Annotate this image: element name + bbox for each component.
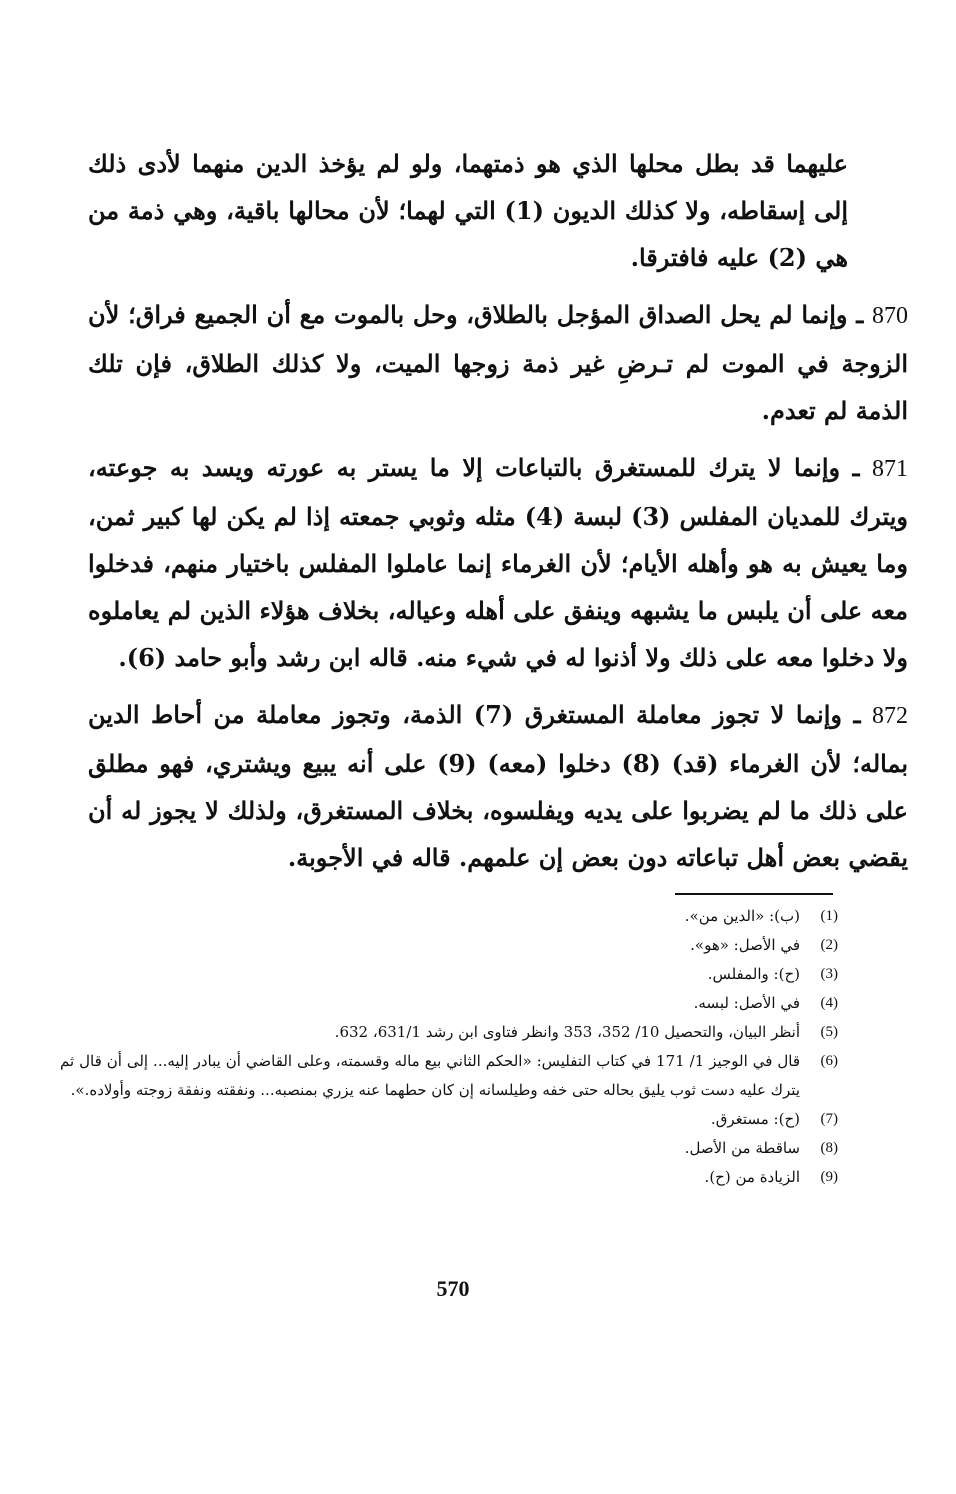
footnote-3 xyxy=(60,960,838,989)
footnote-text: في الأصل: «هو». xyxy=(690,936,800,954)
footnote-marker: (7) xyxy=(820,1111,838,1127)
footnote-6 xyxy=(60,1047,838,1105)
footnote-text: أنظر البيان، والتحصيل 10/ 352، 353 وانظر فتاوى ابن رشد 631/1، 632. xyxy=(334,1023,800,1041)
paragraph-871 xyxy=(88,444,908,681)
main-text xyxy=(88,140,909,891)
footnote-text: الزيادة من (ح). xyxy=(704,1168,800,1186)
footnote-marker: (5) xyxy=(820,1024,838,1040)
footnote-text: في الأصل: لبسه. xyxy=(693,994,800,1012)
paragraph-text: ـ وإنما لا تجوز معاملة المستغرق (7) الذمة، وتجوز معاملة من أحاط الدين بماله؛ لأن الغرماء (قد) (8) دخلوا (معه) (9) على أنه يبيع ويشتري، فهو مطلق على ذلك ما لم يضربوا على يديه ويفلسوه، بخلاف المستغرق، ولذلك لا يجوز له أن يقضي بعض أهل تباعاته دون بعض إن علمهم. قاله في الأجوبة. xyxy=(88,700,908,872)
footnotes xyxy=(60,902,838,1192)
footnote-marker: (8) xyxy=(820,1140,838,1156)
footnote-1 xyxy=(60,902,838,931)
paragraph-872 xyxy=(88,691,908,881)
paragraph-text: ـ وإنما لم يحل الصداق المؤجل بالطلاق، وحل بالموت مع أن الجميع فراق؛ لأن الزوجة في الموت لم تـرضِ غير ذمة زوجها الميت، ولا كذلك الطلاق، فإن تلك الذمة لم تعدم. xyxy=(88,300,908,425)
footnote-text: (ب): «الدين من». xyxy=(684,907,800,925)
paragraph-number: 871 xyxy=(872,456,909,482)
footnote-9 xyxy=(60,1163,838,1192)
paragraph-number: 872 xyxy=(872,703,909,729)
paragraph-text: ـ وإنما لا يترك للمستغرق بالتباعات إلا ما يستر به عورته ويسد به جوعته، ويترك للمديان المفلس (3) لبسة (4) مثله وثوبي جمعته إذا لم يكن لها كبير ثمن، وما يعيش به هو وأهله الأيام؛ لأن الغرماء إنما عاملوا المفلس باختيار منهم، فدخلوا معه على أن يلبس ما يشبهه وينفق على أهله وعياله، بخلاف هؤلاء الذين لم يعاملوه ولا دخلوا معه على ذلك ولا أذنوا له في شيء منه. قاله ابن رشد وأبو حامد (6). xyxy=(88,453,909,672)
footnote-marker: (6) xyxy=(820,1053,838,1069)
footnote-marker: (4) xyxy=(820,995,838,1011)
paragraph-number: 870 xyxy=(872,303,908,329)
footnote-8 xyxy=(60,1134,838,1163)
paragraph-text: عليهما قد بطل محلها الذي هو ذمتهما، ولو لم يؤخذ الدين منهما لأدى ذلك إلى إسقاطه، ولا كذلك الديون (1) التي لهما؛ لأن محالها باقية، وهي ذمة من هي (2) عليه فافترقا. xyxy=(88,149,848,272)
footnote-2 xyxy=(60,931,838,960)
footnote-marker: (3) xyxy=(820,966,838,982)
footnote-text: (ح): مستغرق. xyxy=(710,1110,800,1128)
footnote-7 xyxy=(60,1105,838,1134)
footnote-text: ساقطة من الأصل. xyxy=(684,1139,800,1157)
footnote-marker: (9) xyxy=(820,1169,838,1185)
footnote-divider xyxy=(675,893,833,895)
footnote-5 xyxy=(60,1018,838,1047)
footnote-text: (ح): والمفلس. xyxy=(707,965,800,983)
footnote-marker: (1) xyxy=(820,908,838,924)
paragraph-870 xyxy=(88,291,908,434)
page-number: 570 xyxy=(436,1276,470,1301)
footnote-4 xyxy=(60,989,838,1018)
paragraph-continuation xyxy=(88,140,848,281)
footnote-text: قال في الوجيز 1/ 171 في كتاب التفليس: «الحكم الثاني بيع ماله وقسمته، وعلى القاضي أن يبادر إليه... إلى أن قال ثم يترك عليه دست ثوب يليق بحاله حتى خفه وطيلسانه إن كان حطهما عنه يزري بمنصبه... ونفقته ونفقة زوجته وأولاده.». xyxy=(60,1052,800,1099)
footnote-marker: (2) xyxy=(820,937,838,953)
